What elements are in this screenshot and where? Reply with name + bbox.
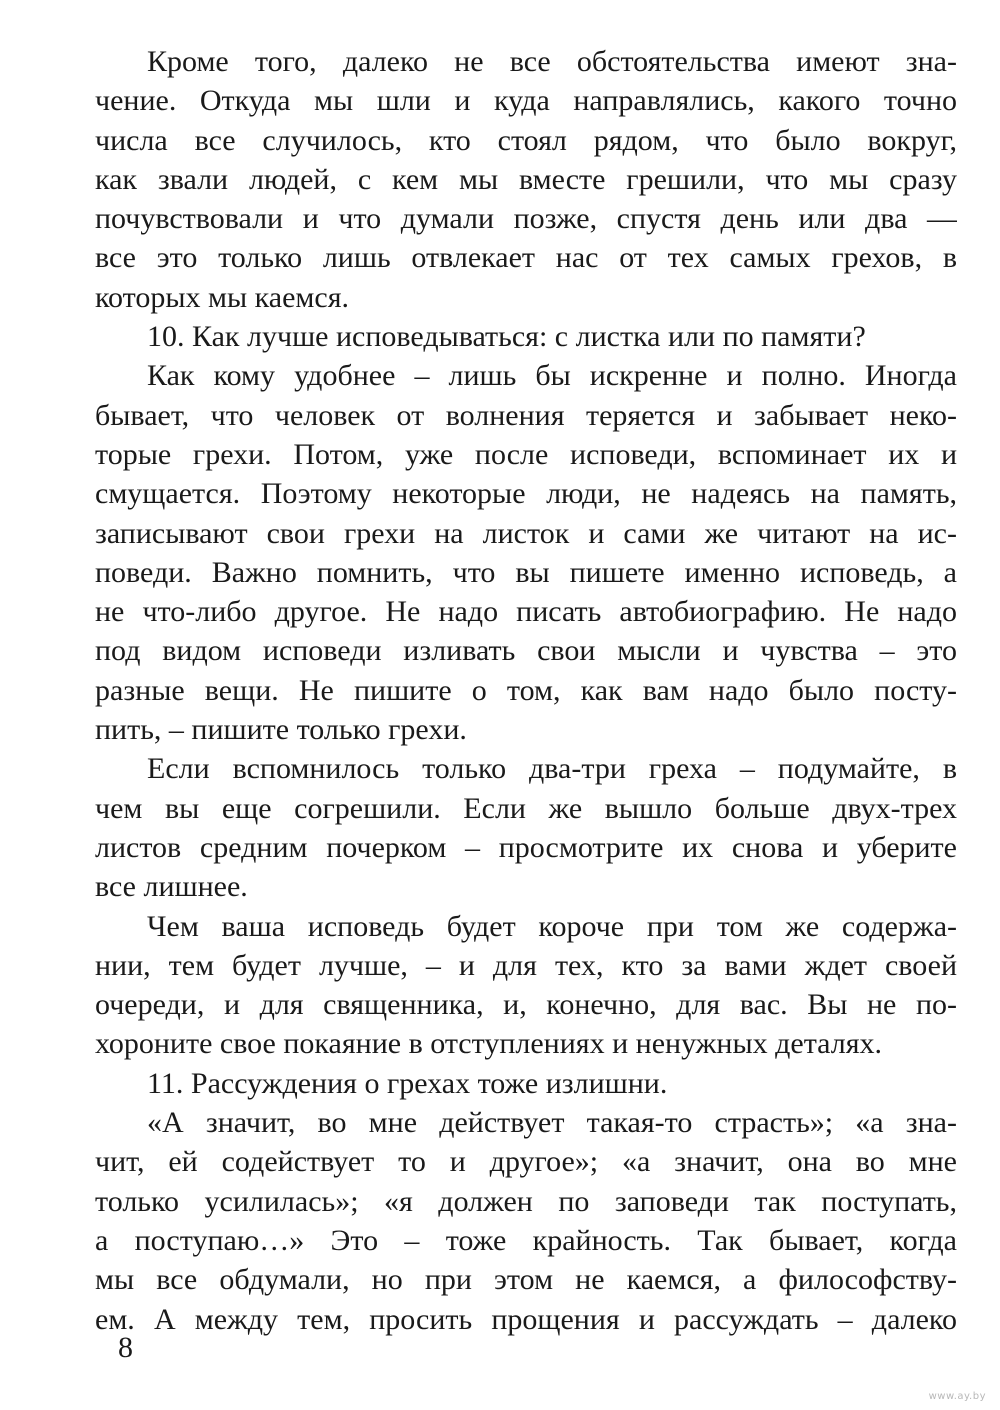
text-line: поведи. Важно помнить, что вы пишете именно исповедь, а	[95, 555, 957, 589]
text-line: «А значит, во мне действует такая-то страсть»; «а зна-	[147, 1106, 957, 1140]
text-line: пить, – пишите только грехи.	[95, 713, 467, 747]
text-line: очереди, и для священника, и, конечно, для вас. Вы не по-	[95, 988, 957, 1022]
text-line: а поступаю…» Это – тоже крайность. Так бывает, когда	[95, 1223, 957, 1257]
text-line: ем. А между тем, просить прощения и рассуждать – далеко	[95, 1302, 957, 1336]
text-line: смущается. Поэтому некоторые люди, не надеясь на память,	[95, 477, 957, 511]
text-line: чем вы еще согрешили. Если же вышло больше двух-трех	[95, 791, 957, 825]
text-line: записывают свои грехи на листок и сами же читают на ис-	[95, 516, 957, 550]
text-line: как звали людей, с кем мы вместе грешили, что мы сразу	[95, 162, 957, 196]
text-line: только усилилась»; «я должен по заповеди так поступать,	[95, 1184, 957, 1218]
text-line: Чем ваша исповедь будет короче при том же содержа-	[147, 909, 957, 943]
text-line: под видом исповеди изливать свои мысли и чувства – это	[95, 634, 957, 668]
text-line: хороните свое покаяние в отступлениях и ненужных деталях.	[95, 1027, 883, 1061]
text-line: Если вспомнилось только два-три греха – подумайте, в	[147, 752, 957, 786]
text-line: нии, тем будет лучше, – и для тех, кто за вами ждет своей	[95, 948, 957, 982]
text-line: бывает, что человек от волнения теряется и забывает неко-	[95, 398, 957, 432]
text-line: не что-либо другое. Не надо писать автобиографию. Не надо	[95, 595, 957, 629]
text-line: которых мы каемся.	[95, 280, 350, 314]
document-page	[95, 42, 957, 1339]
text-line: торые грехи. Потом, уже после исповеди, вспоминает их и	[95, 437, 957, 471]
text-line: все лишнее.	[95, 870, 248, 904]
text-line: почувствовали и что думали позже, спустя день или два —	[95, 202, 957, 236]
text-line: Как кому удобнее – лишь бы искренне и полно. Иногда	[147, 359, 957, 393]
text-line: 11. Рассуждения о грехах тоже излишни.	[147, 1066, 668, 1100]
text-line: все это только лишь отвлекает нас от тех самых грехов, в	[95, 241, 957, 275]
text-line: мы все обдумали, но при этом не каемся, а философству-	[95, 1263, 957, 1297]
text-line: Кроме того, далеко не все обстоятельства имеют зна-	[147, 45, 957, 78]
page-number: 8	[118, 1331, 133, 1364]
text-line: разные вещи. Не пишите о том, как вам надо было посту-	[95, 673, 957, 707]
text-line: 10. Как лучше исповедываться: с листка или по памяти?	[147, 320, 866, 354]
watermark: www.ay.by	[928, 1391, 986, 1402]
text-line: листов средним почерком – просмотрите их снова и уберите	[95, 830, 957, 864]
text-line: чение. Откуда мы шли и куда направлялись, какого точно	[95, 84, 957, 118]
text-line: чит, ей содействует то и другое»; «а значит, она во мне	[95, 1145, 957, 1179]
text-line: числа все случилось, кто стоял рядом, что было вокруг,	[95, 123, 957, 157]
